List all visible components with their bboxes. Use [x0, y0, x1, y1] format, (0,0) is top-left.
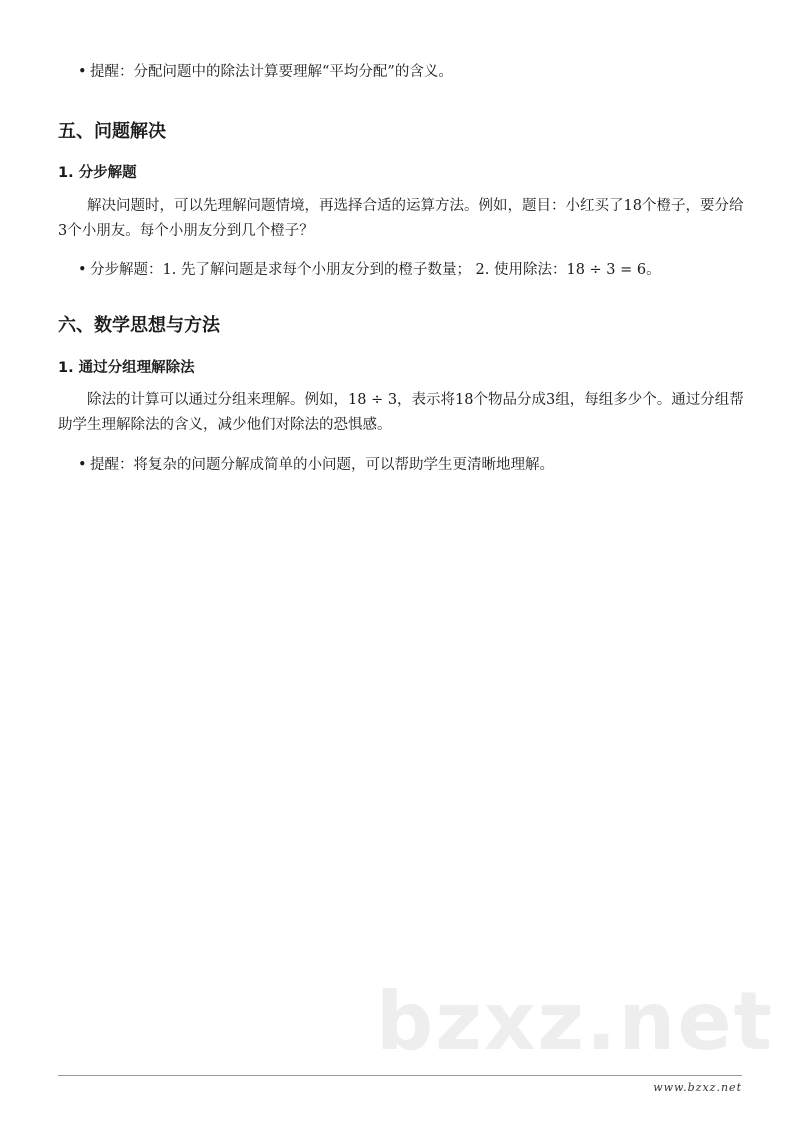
bullet-dot: • [78, 262, 87, 278]
section-5-heading: 五、问题解决 [58, 121, 166, 142]
section-5-1-bullet-text: 分步解题：1. 先了解问题是求每个小朋友分到的橙子数量； 2. 使用除法：18 ÷ 3 = 6。 [90, 262, 661, 278]
top-tip-bullet [78, 62, 453, 82]
footer-url: www.bzxz.net [653, 1081, 742, 1094]
section-6-1-paragraph: 除法的计算可以通过分组来理解。例如，18 ÷ 3，表示将18个物品分成3组，每组多少个。通过分组帮助学生理解除法的含义，减少他们对除法的恐惧感。 [58, 392, 744, 433]
section-5-1-heading: 1. 分步解题 [58, 165, 137, 181]
section-6-1-bullet-text: 提醒：将复杂的问题分解成简单的小问题，可以帮助学生更清晰地理解。 [90, 457, 554, 473]
section-6-heading: 六、数学思想与方法 [58, 315, 220, 336]
bullet-dot: • [78, 457, 87, 473]
section-6-1-bullet [78, 455, 554, 475]
section-5-1-paragraph: 解决问题时，可以先理解问题情境，再选择合适的运算方法。例如，题目：小红买了18个橙子，要分给3个小朋友。每个小朋友分到几个橙子？ [58, 198, 744, 239]
footer-divider [58, 1075, 742, 1076]
section-5-1-bullet [78, 260, 661, 280]
top-tip-text: 提醒：分配问题中的除法计算要理解“平均分配”的含义。 [90, 64, 453, 80]
bullet-dot: • [78, 64, 87, 80]
watermark: bzxz.net [376, 975, 774, 1068]
section-6-1-heading: 1. 通过分组理解除法 [58, 360, 195, 376]
